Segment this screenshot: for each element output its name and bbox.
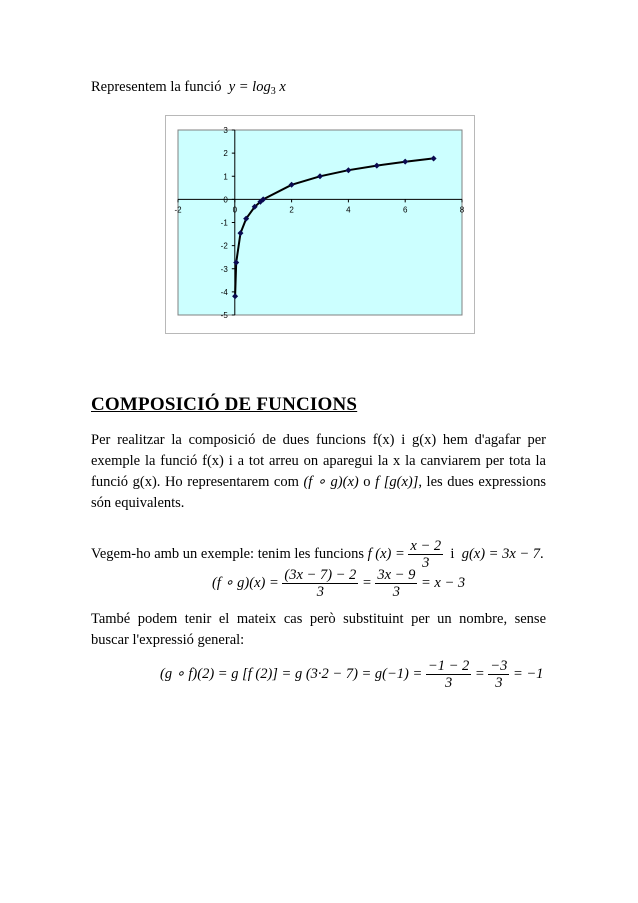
x-tick-label: -2 [174,205,182,215]
x-tick-label: 2 [289,205,294,215]
y-tick-label: 0 [223,195,228,205]
para2-line1: També podem tenir el mateix cas però substituint per un nombre, sense [91,611,546,627]
para2-line2: buscar l'expressió general: [91,632,245,648]
eq2-lhs: (g ∘ f)(2) = g [f (2)] = g (3·2 − 7) = g(−1) = [160,665,423,682]
eq1-lhs: (f ∘ g)(x) = [212,574,279,591]
y-tick-label: 2 [223,149,228,159]
intro-text: Representem la funció [91,79,222,95]
eq2-result: = −1 [512,665,544,682]
eq2-denominator-2: 3 [495,675,503,691]
paragraph-definition [91,431,546,515]
g-definition: g(x) = 3x − 7 [461,545,541,562]
paragraph-numeric [91,610,546,652]
eq1-denominator-1: 3 [316,584,324,600]
chart-frame [165,115,475,334]
eq1-fraction-2 [375,567,417,600]
example-period: . [540,545,544,562]
x-tick-label: 6 [402,205,408,215]
y-tick-label: 3 [223,126,228,135]
eq2-numerator-1: −1 − 2 [427,658,470,674]
para1-line2: exemple la funció f(x) i a tot arreu on aparegui la x la canviarem per tota la [91,453,546,469]
example-text: Vegem-ho amb un exemple: tenim les funcions [91,545,365,562]
para1-line4: són equivalents. [91,495,185,511]
eq2-equals: = [474,665,485,682]
bracket-notation: f [g(x)] [375,474,419,490]
y-tick-label: -1 [220,218,228,228]
composition-equation [212,567,465,600]
example-and: i [450,545,455,562]
y-tick-label: -2 [220,241,228,251]
para1-line3 [91,473,546,494]
eq2-denominator-1: 3 [444,675,453,691]
intro-formula [225,79,286,95]
numeric-equation [160,658,543,691]
x-tick-label: 4 [346,205,351,215]
f-numerator: x − 2 [410,538,442,554]
para1-line3-end: , les dues expressions [418,474,547,490]
section-title: COMPOSICIÓ DE FUNCIONS [91,394,358,415]
y-tick-label: 1 [223,172,228,182]
eq1-numerator-1: (3x − 7) − 2 [284,567,357,583]
composition-notation: (f ∘ g)(x) [303,474,359,490]
x-tick-label: 0 [232,205,238,215]
log-var: x [279,79,286,95]
log-base: 3 [270,86,276,97]
eq2-numerator-2: −3 [490,658,508,674]
eq1-result: = x − 3 [420,574,466,591]
y-tick-label: -4 [220,287,228,297]
x-tick-label: 8 [459,205,465,215]
eq1-denominator-2: 3 [392,584,400,600]
para1-line3-text: funció g(x). Ho representarem com [91,474,299,490]
y-tick-label: -5 [220,311,228,320]
eq1-numerator-2: 3x − 9 [377,567,416,583]
y-tick-label: -3 [220,264,228,274]
log-formula: y = log [228,79,271,95]
log-chart [166,116,474,333]
eq1-fraction-1 [282,567,358,600]
intro-line [91,78,286,101]
f-definition-lhs: f (x) = [367,545,405,562]
para1-or: o [363,474,371,490]
f-denominator: 3 [422,555,430,571]
eq2-fraction-1 [426,658,471,691]
eq1-equals: = [361,574,372,591]
para1-line1: Per realitzar la composició de dues funcions f(x) i g(x) hem d'agafar per [91,432,546,448]
eq2-fraction-2 [488,658,509,691]
